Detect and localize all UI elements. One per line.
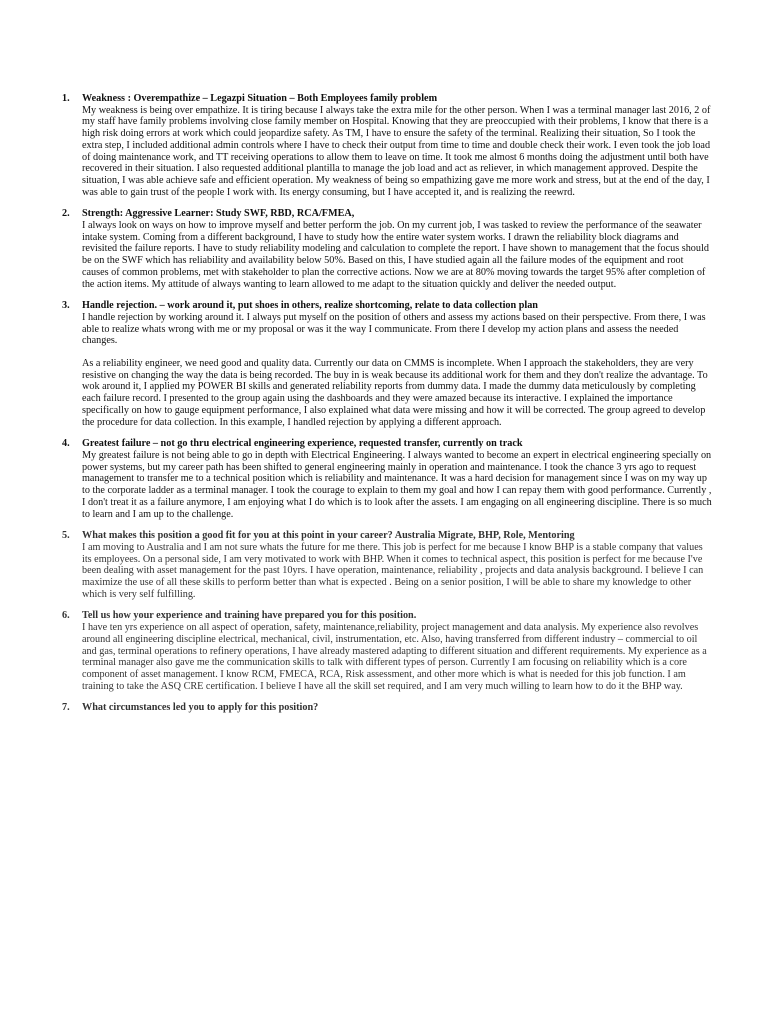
item-heading: Strength: Aggressive Learner: Study SWF, RBD, RCA/FMEA, xyxy=(82,208,355,220)
item-paragraph: My weakness is being over empathize. It is tiring because I always take the extra mile for the other person. When I was a terminal manager last 2016, 2 of my staff have family problems involving close family member on Hospital. Knowing that they are preoccupied with their problems, I know that there is a high risk doing errors at work which could jeopardize safety. As TM, I have to ensure the safety of the terminal. Realizing their situation, So I took the extra step, I included additional admin controls where I have to check their output from time to time and double check their work. I even took the job load of doing maintenance work, and TT receiving operations to allow them to leave on time. It took me almost 6 months doing the adjustment until both have recovered in their situation. I also requested additional plantilla to manage the job load and act as reliever, in which management approved. Despite the situation, I was able achieve safe and efficient operation. My weakness of being so empathizing gave me more work and stress, but at the end of the day, I was able to gain trust of the people I work with. Its energy consuming, but I have accepted it, and is realizing the reewrd. xyxy=(82,104,711,198)
item-number: 1. xyxy=(62,93,70,104)
list-item xyxy=(62,438,712,520)
item-paragraph: I have ten yrs experience on all aspect of operation, safety, maintenance,reliability, project management and data analysis. My experience also revolves around all engineering discipline electrical, mechanical, civil, instrumentation, etc. Also, having transferred from different industry – commercial to oil and gas, terminal operations to refinery operations, I have already mastered adapting to different situation and different requirements. My experience as a terminal manager also gave me the communication skills to talk with different types of person. Currently I am focusing on reliability which is a core component of asset management. I know RCM, FMECA, RCA, Risk assessment, and other more which is what is needed for this job function. I am training to take the ASQ CRE certification. I believe I have all the skill set required, and I am very much willing to learn how to do it the BHP way. xyxy=(82,622,707,692)
item-number: 5. xyxy=(62,530,70,542)
item-paragraph: My greatest failure is not being able to go in depth with Electrical Engineering. I always wanted to become an expert in electrical engineering specially on power systems, but my career path has been shifted to general engineering mainly in operation and maintenance. I took the chance 3 yrs ago to request management to transfer me to a technical position which is reliability and maintenance. It was a hard decision for management since I was on my way up to the corporate ladder as a terminal manager. I took the courage to explain to them my goal and how I can repay them with good performance. Currently , I don't treat it as a failure anymore, I am enjoying what I do which is to look after the assets. I am engaging on all engineering discipline. There is so much to learn and I am up to the challenge. xyxy=(82,449,712,520)
item-heading: Tell us how your experience and training have prepared you for this position. xyxy=(82,610,417,622)
item-paragraph: As a reliability engineer, we need good and quality data. Currently our data on CMMS is incomplete. When I approach the stakeholders, they are very resistive on changing the way the data is being recorded. The buy in is weak because its additional work for them and they don't realize the advantage. To wok around it, I applied my POWER BI skills and generated reliability reports from dummy data. I made the dummy data meticulously by completing each failure record. I presented to the group again using the dashboards and they were amazed because its interactive. I explained the importance specifically on how to gauge equipment performance, I also explained what data were missing and how it will be corrected. The group agreed to develop the procedure for data collection. In this example, I handled rejection by applying a different approach. xyxy=(82,358,708,428)
list-item xyxy=(62,530,712,600)
list-item xyxy=(62,93,712,198)
list-item xyxy=(62,300,712,428)
item-heading: Greatest failure – not go thru electrical engineering experience, requested transfer, currently on track xyxy=(82,438,523,450)
list-item xyxy=(62,702,712,714)
list-item xyxy=(62,610,712,692)
item-number: 4. xyxy=(62,438,70,450)
item-paragraph: I always look on ways on how to improve myself and better perform the job. On my current job, I was tasked to review the performance of the seawater intake system. Coming from a different background, I have to study how the entire water system works. I drawn the reliability block diagrams and revisited the failure reports. I have to study reliability modeling and calculation to complete the report. I have shown to management that the focus should be on the SWF which has reliability and availability below 50%. Based on this, I have studied again all the failure modes of the equipment and root causes of common problems, met with stakeholder to plan the corrective actions. Now we are at 80% moving towards the target 95% after completion of the action items. My attitude of always wanting to learn allowed to me adapt to the situation quickly and deliver the needed output. xyxy=(82,220,709,290)
item-number: 7. xyxy=(62,702,70,714)
item-paragraph: I handle rejection by working around it. I always put myself on the position of others and assess my actions based on their perspective. From there, I was able to realize whats wrong with me or my proposal or was it the way I communicate. From there I develop my action plans and assess the needed changes. xyxy=(82,311,706,347)
interview-answers xyxy=(62,93,712,724)
item-heading: What circumstances led you to apply for this position? xyxy=(82,702,319,714)
item-number: 3. xyxy=(62,300,70,312)
item-heading: What makes this position a good fit for you at this point in your career? Australia Migrate, BHP, Role, Mentoring xyxy=(82,530,575,542)
item-heading: Handle rejection. – work around it, put shoes in others, realize shortcoming, relate to data collection plan xyxy=(82,300,538,312)
item-number: 6. xyxy=(62,610,70,622)
list-item xyxy=(62,208,712,290)
item-number: 2. xyxy=(62,208,70,220)
item-heading: Weakness : Overempathize – Legazpi Situation – Both Employees family problem xyxy=(82,93,438,104)
item-paragraph: I am moving to Australia and I am not sure whats the future for me there. This job is perfect for me because I know BHP is a stable company that values its employees. On a personal side, I am very motivated to work with BHP. When it comes to technical aspect, this position is perfect for me because I've been dealing with asset management for the past 10yrs. I have operation, maintenance, reliability , projects and data analysis background. I believe I can maximize the use of all these skills to perform better than what is expected . Being on a senior position, I will be able to share my knowledge to other which is very self fulfilling. xyxy=(82,541,704,600)
